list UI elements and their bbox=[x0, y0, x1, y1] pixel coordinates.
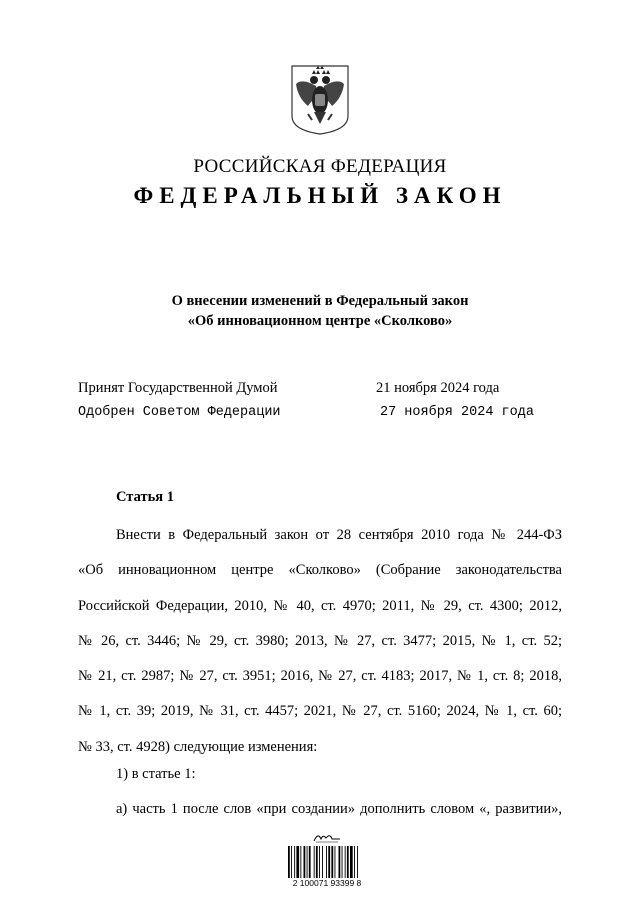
barcode-bar bbox=[288, 846, 290, 878]
barcode-bar bbox=[354, 846, 355, 878]
barcode-bar bbox=[350, 846, 353, 878]
barcode-bar bbox=[316, 846, 318, 878]
barcode-bar bbox=[307, 846, 308, 878]
barcode-bar bbox=[357, 846, 358, 878]
list-item-1: 1) в статье 1: bbox=[116, 766, 196, 782]
barcode-bar bbox=[347, 846, 349, 878]
barcode-bar bbox=[294, 846, 295, 878]
article-line: Внести в Федеральный закон от 28 сентября 2010 года № 244-ФЗ bbox=[116, 527, 562, 543]
barcode-bar bbox=[335, 846, 336, 878]
barcode-bar bbox=[331, 846, 333, 878]
barcode-bar bbox=[328, 846, 330, 878]
barcode-bar bbox=[291, 846, 292, 878]
duma-label: Принят Государственной Думой bbox=[78, 380, 278, 396]
barcode-bar bbox=[319, 846, 320, 878]
barcode-bar bbox=[322, 846, 323, 878]
barcode-icon bbox=[288, 846, 366, 878]
duma-date: 21 ноября 2024 года bbox=[376, 380, 500, 396]
barcode-bar bbox=[345, 846, 346, 878]
law-type-heading: ФЕДЕРАЛЬНЫЙ ЗАКОН bbox=[133, 183, 507, 208]
barcode-bar bbox=[304, 846, 306, 878]
article-line: № 21, ст. 2987; № 27, ст. 3951; 2016, № 27, ст. 4183; 2017, № 1, ст. 8; 2018, bbox=[78, 668, 562, 685]
barcode-bar bbox=[342, 846, 343, 878]
council-approval-row bbox=[78, 405, 578, 420]
article-line: № 33, ст. 4928) следующие изменения: bbox=[78, 738, 318, 755]
law-title-line-1: О внесении изменений в Федеральный закон bbox=[171, 293, 469, 309]
barcode-bar bbox=[296, 846, 299, 878]
country-name: РОССИЙСКАЯ ФЕДЕРАЦИЯ bbox=[193, 156, 447, 177]
barcode-bar bbox=[339, 846, 341, 878]
barcode-bar bbox=[309, 846, 311, 878]
barcode-bar bbox=[326, 846, 327, 878]
list-item-a: а) часть 1 после слов «при создании» дополнить словом «, развитии», bbox=[116, 801, 562, 817]
council-label: Одобрен Советом Федерации bbox=[78, 405, 281, 420]
article-heading: Статья 1 bbox=[116, 489, 174, 505]
article-line: № 26, ст. 3446; № 29, ст. 3980; 2013, № 27, ст. 3477; 2015, № 1, ст. 52; bbox=[78, 632, 562, 649]
article-line: «Об инновационном центре «Сколково» (Собрание законодательства bbox=[78, 562, 562, 579]
article-line: № 1, ст. 39; 2019, № 31, ст. 4457; 2021, № 27, ст. 5160; 2024, № 1, ст. 60; bbox=[78, 703, 562, 720]
council-date: 27 ноября 2024 года bbox=[380, 405, 534, 420]
barcode-number: 2 100071 93399 8 bbox=[292, 878, 362, 888]
coat-of-arms-emblem bbox=[288, 64, 352, 136]
law-title bbox=[0, 291, 640, 331]
barcode-block bbox=[282, 830, 372, 890]
article-line: Российской Федерации, 2010, № 40, ст. 4970; 2011, № 29, ст. 4300; 2012, bbox=[78, 597, 562, 614]
barcode-bar bbox=[314, 846, 315, 878]
signature-mark bbox=[312, 830, 342, 844]
article-body bbox=[78, 518, 562, 765]
law-title-line-2: «Об инновационном центре «Сколково» bbox=[187, 313, 453, 329]
duma-adoption-row bbox=[78, 380, 578, 397]
barcode-bar bbox=[300, 846, 301, 878]
